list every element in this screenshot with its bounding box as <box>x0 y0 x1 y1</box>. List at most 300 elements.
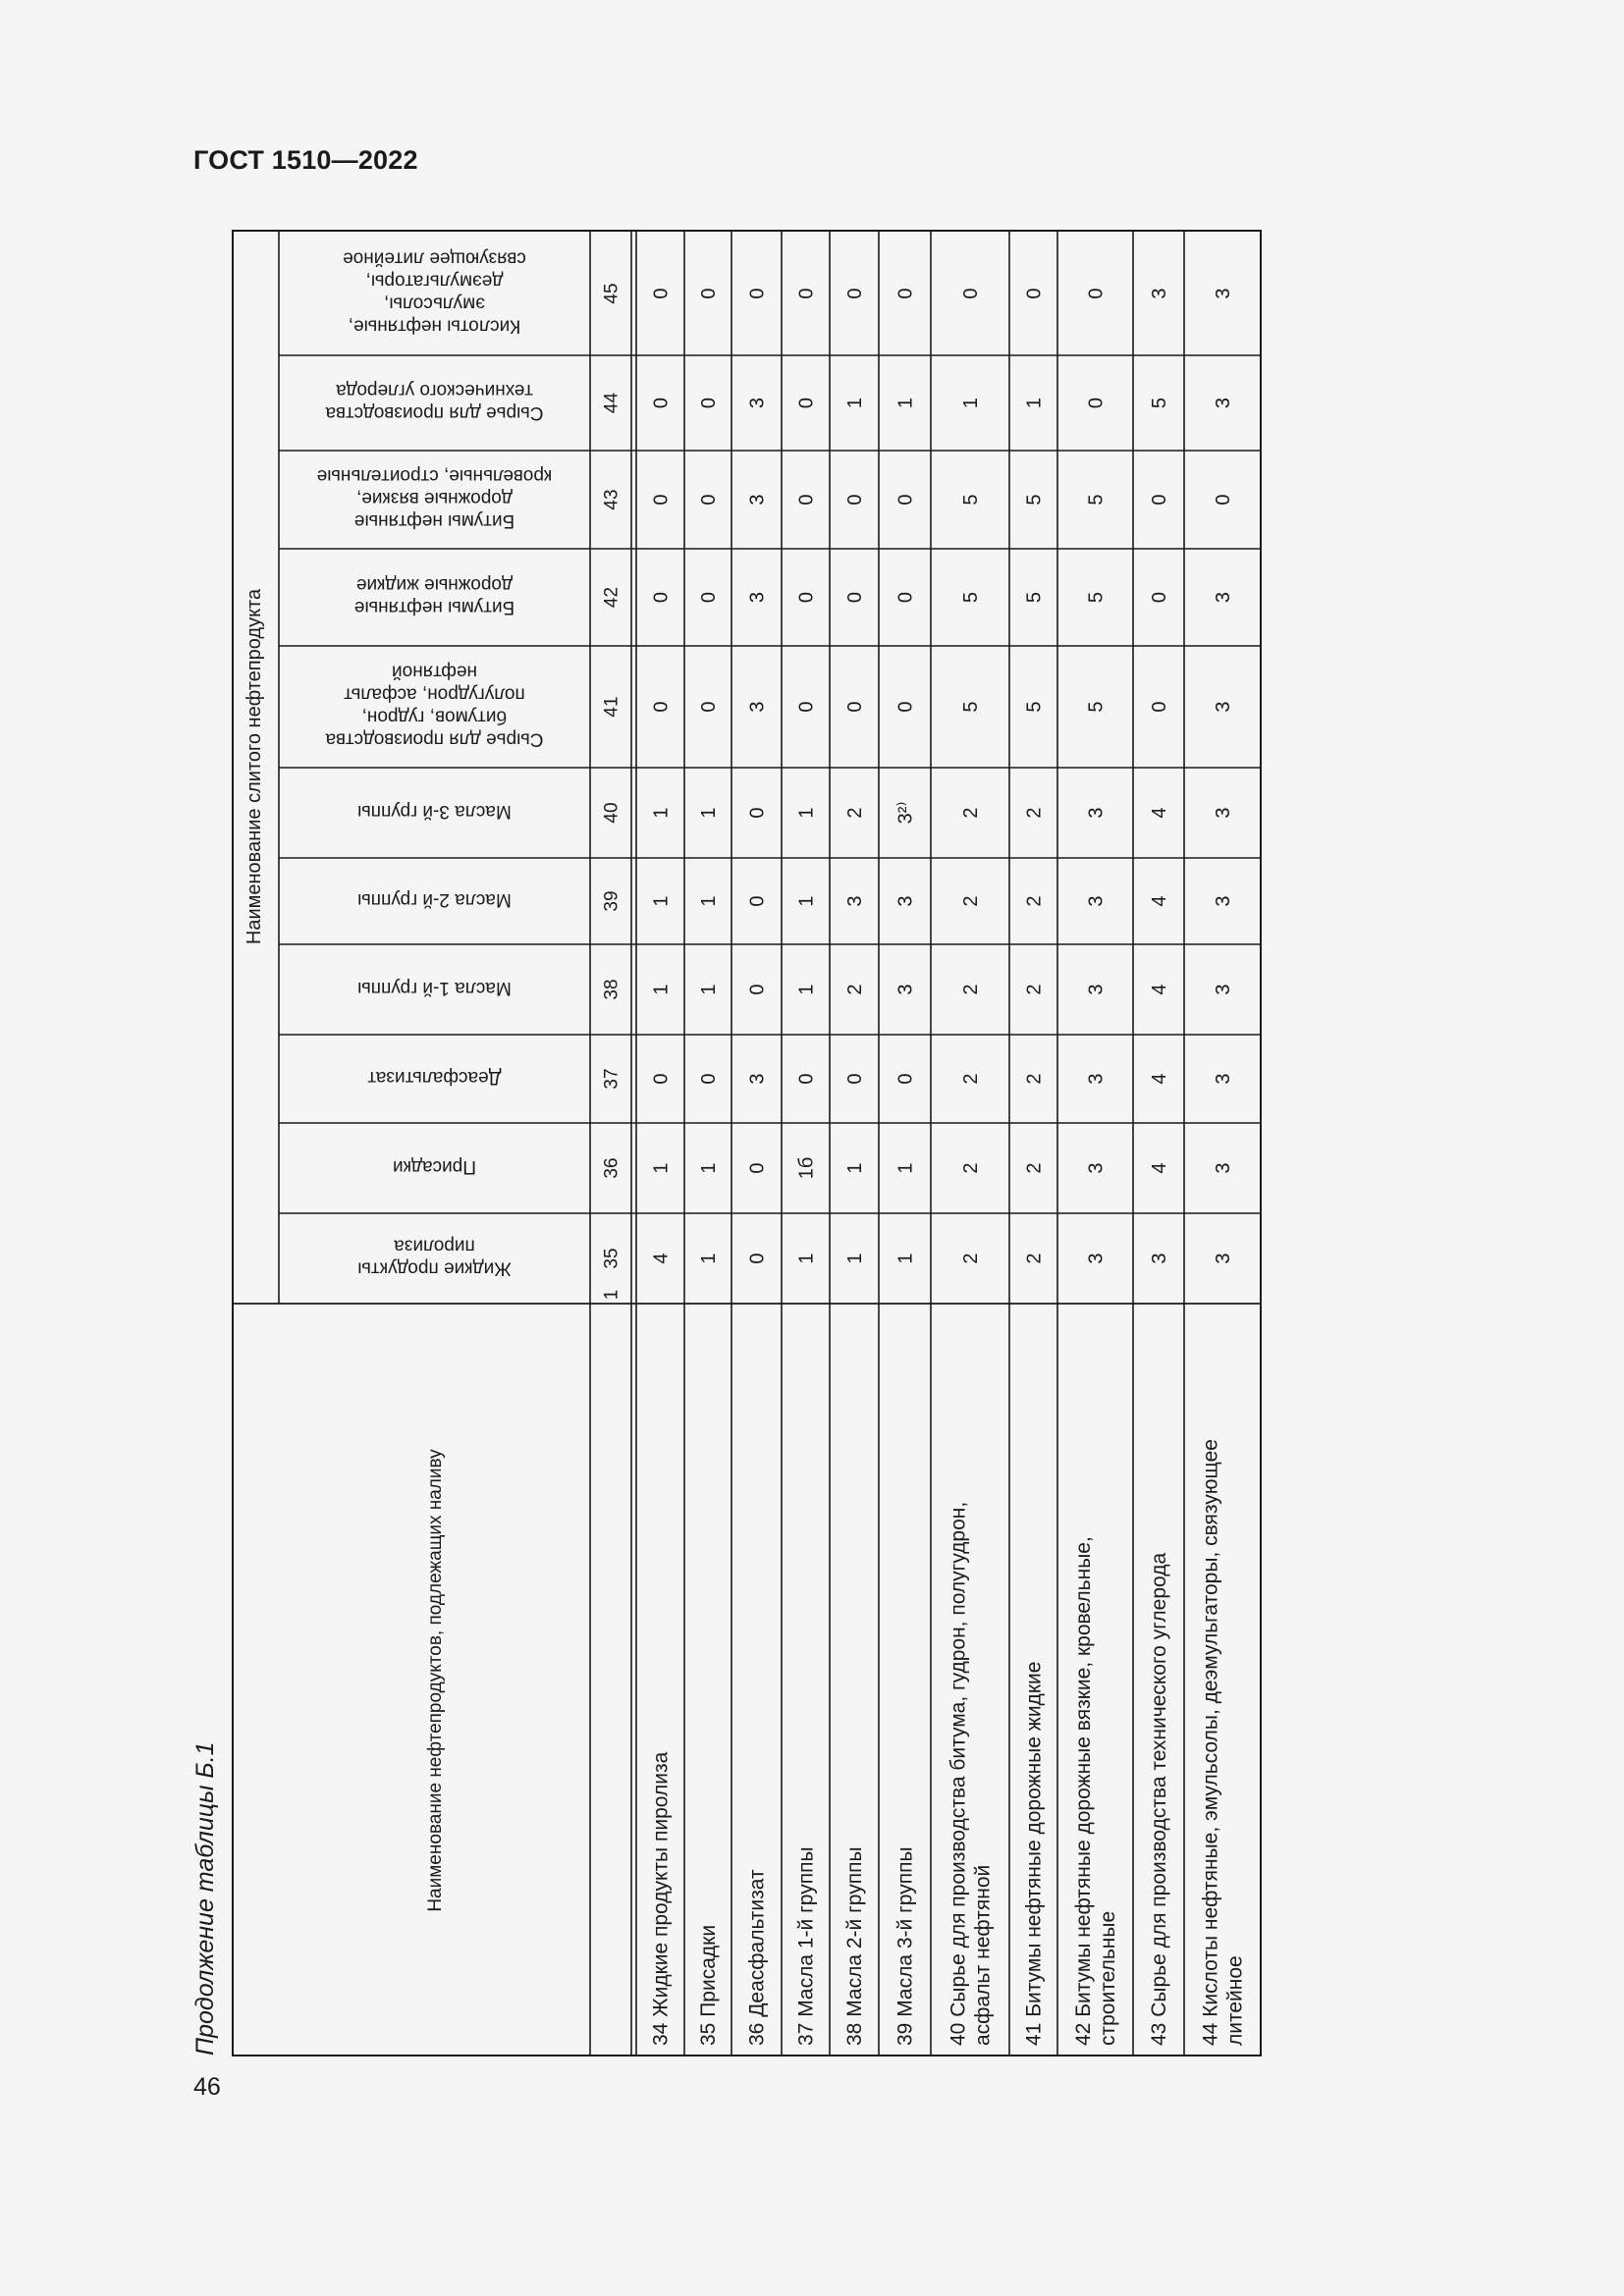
table-cell-value <box>1213 592 1234 603</box>
table-cell-value <box>844 1073 866 1084</box>
row-label <box>746 1869 769 2046</box>
table-cell-value <box>796 984 818 994</box>
table-cell-value <box>651 807 673 818</box>
table-cell-value <box>1213 494 1234 505</box>
cell-value: 2 <box>960 984 982 995</box>
table-cell-value <box>1086 592 1108 603</box>
cell-value: 0 <box>746 807 769 819</box>
table-cell-value <box>895 288 917 298</box>
cell-value: 0 <box>1023 288 1046 299</box>
table-cell-value <box>747 984 769 994</box>
row-label <box>1023 1662 1046 2046</box>
table-cell-value <box>747 895 769 906</box>
cell-value: 0 <box>795 494 818 506</box>
table-grid <box>232 230 1263 2057</box>
table-cell-value <box>1213 398 1234 408</box>
cell-value: 0 <box>894 494 917 506</box>
table-cell-value <box>747 592 769 603</box>
table-cell-value <box>747 1253 769 1263</box>
table-cell-value <box>747 398 769 408</box>
table-cell-value <box>1213 807 1234 818</box>
table-cell-value <box>1213 984 1234 994</box>
cell-value: 0 <box>698 1073 720 1085</box>
table-cell-value <box>796 1253 818 1263</box>
column-header-line: Деасфальтизат <box>367 1067 502 1088</box>
table-cell-value <box>698 1073 720 1084</box>
row-label-line: 39 Масла 3-й группы <box>893 1846 917 2046</box>
cell-value: 0 <box>650 701 673 713</box>
column-header-line: Масла 3-й группы <box>357 801 512 822</box>
cell-value: 1 <box>650 984 673 995</box>
cell-value: 2 <box>844 984 866 995</box>
cell-value: 0 <box>746 1162 769 1174</box>
cell-value: 1 <box>650 1162 673 1174</box>
table-cell-value <box>651 701 673 712</box>
table-cell-value <box>1086 1253 1108 1263</box>
table-cell-value <box>796 701 818 712</box>
table-cell-value <box>1086 288 1108 298</box>
row-label-line: 37 Масла 1-й группы <box>794 1846 818 2046</box>
table-cell-value <box>1149 895 1170 906</box>
row-label-line: 44 Кислоты нефтяные, эмульсолы, деэмульгаторы, связующее <box>1199 1439 1222 2046</box>
cell-value: 5 <box>1085 701 1108 713</box>
row-header-number-line: 1 <box>601 1289 623 1301</box>
column-header-line: Жидкие продукты <box>357 1257 512 1279</box>
cell-value: 1б <box>795 1156 818 1180</box>
table-cell-value <box>651 895 673 906</box>
table-cell-value <box>1086 1073 1108 1084</box>
table-cell-value <box>1213 701 1234 712</box>
table-cell-value <box>747 807 769 818</box>
cell-value: 5 <box>960 591 982 604</box>
cell-value: 0 <box>746 1253 769 1264</box>
column-header-line: Кислоты нефтяные, <box>348 315 521 337</box>
table-cell-value <box>747 701 769 712</box>
cell-value: 2 <box>960 1253 982 1264</box>
cell-value: 2 <box>1023 1162 1046 1174</box>
cell-value: 1 <box>960 397 982 409</box>
table-cell-value <box>960 1073 982 1084</box>
column-number-37-line: 37 <box>601 1068 623 1090</box>
cell-value: 2 <box>960 807 982 819</box>
table-cell-value <box>1086 701 1108 712</box>
table-cell-value <box>698 807 720 818</box>
column-number-36 <box>602 1157 623 1178</box>
column-header-line: Присадки <box>393 1156 476 1177</box>
table-cell-value <box>796 1073 818 1084</box>
cell-value: 3 <box>894 895 917 907</box>
table-cell-value <box>698 398 720 408</box>
table-cell-value <box>1086 984 1108 994</box>
cell-value: 4 <box>1149 807 1170 819</box>
cell-value: 3 <box>1213 1162 1234 1174</box>
column-header-line: Сырье для производства <box>325 402 544 423</box>
cell-value: 0 <box>795 701 818 713</box>
table-cell-value <box>960 1253 982 1263</box>
cell-value: 0 <box>960 288 982 299</box>
row-label-line: 36 Деасфальтизат <box>745 1869 769 2046</box>
column-header-line: связующее литейное <box>343 247 526 269</box>
cell-value: 0 <box>795 397 818 409</box>
table-cell-value <box>796 288 818 298</box>
cell-value: 0 <box>795 288 818 299</box>
cell-value: 3 <box>1085 1162 1108 1174</box>
table-cell-value <box>1086 895 1108 906</box>
table-cell-value <box>698 1253 720 1263</box>
row-header-line: Наименование нефтепродуктов, подлежащих наливу <box>425 1449 447 1912</box>
row-label <box>843 1846 866 2046</box>
table-cell-value <box>651 288 673 298</box>
table-cell-value <box>1024 288 1046 298</box>
column-number-35-line: 35 <box>601 1248 623 1269</box>
cell-value: 0 <box>650 494 673 506</box>
cell-value: 3 <box>844 895 866 907</box>
cell-value: 1 <box>844 397 866 409</box>
cell-value: 5 <box>1023 591 1046 604</box>
table-cell-value <box>895 1253 917 1263</box>
cell-value: 5 <box>1085 494 1108 506</box>
table-cell-value <box>1086 1162 1108 1173</box>
table-cell-value <box>844 1162 866 1173</box>
table-cell-value <box>895 1162 917 1173</box>
table-cell-value <box>960 494 982 505</box>
table-cell-value <box>651 1162 673 1173</box>
column-number-42-line: 42 <box>601 586 623 609</box>
cell-value: 0 <box>698 494 720 506</box>
cell-value: 0 <box>894 1073 917 1085</box>
table-cell-value <box>1024 592 1046 603</box>
column-number-44-line: 44 <box>601 392 623 414</box>
cell-value: 3 <box>1213 895 1234 907</box>
cell-value: 4 <box>1149 895 1170 907</box>
table-cell-value <box>1213 1253 1234 1263</box>
row-label-line: 38 Масла 2-й группы <box>843 1846 866 2046</box>
table-cell-value <box>844 807 866 818</box>
row-label <box>1200 1439 1247 2046</box>
table-cell-value <box>844 398 866 408</box>
table-cell-value <box>960 398 982 408</box>
column-header-line: битумов, гудрон, <box>361 706 508 727</box>
cell-value: 0 <box>894 701 917 713</box>
column-header-line: деэмульгаторы, <box>365 270 504 292</box>
table-cell-value <box>895 701 917 712</box>
cell-value: 1 <box>844 1253 866 1264</box>
cell-value: 2 <box>1023 1073 1046 1085</box>
table-cell-value <box>895 398 917 408</box>
cell-value: 0 <box>1149 701 1170 713</box>
column-header-41 <box>325 662 543 750</box>
column-header-45 <box>343 248 526 337</box>
cell-value: 3 <box>746 1073 769 1085</box>
table-cell-value <box>1149 288 1170 298</box>
cell-value: 2 <box>1023 807 1046 819</box>
column-number-38-line: 38 <box>601 979 623 1000</box>
table-cell-value <box>1149 1073 1170 1084</box>
table-cell-value <box>1149 592 1170 603</box>
table-cell-value <box>698 701 720 712</box>
table-cell-value <box>796 494 818 505</box>
cell-value: 0 <box>844 701 866 713</box>
cell-value: 5 <box>1023 701 1046 713</box>
cell-value: 0 <box>894 288 917 299</box>
column-header-line: Масла 1-й группы <box>357 978 512 998</box>
column-number-40 <box>602 802 623 823</box>
cell-value: 2 <box>1023 895 1046 907</box>
cell-value: 0 <box>1149 494 1170 506</box>
cell-value: 1 <box>894 1253 917 1264</box>
cell-value: 0 <box>844 494 866 506</box>
cell-value: 5 <box>960 494 982 506</box>
column-header-40 <box>357 801 512 822</box>
table-cell-value <box>1024 807 1046 818</box>
table-cell-value <box>1024 895 1046 906</box>
cell-value: 2 <box>960 1162 982 1174</box>
cell-value: 0 <box>746 984 769 995</box>
row-header-number <box>602 1290 623 1301</box>
table-cell-value <box>960 895 982 906</box>
table-cell-value <box>698 1162 720 1173</box>
column-number-42 <box>602 587 623 608</box>
cell-value: 3 <box>1085 807 1108 819</box>
table-cell-value <box>895 802 917 825</box>
cell-value: 1 <box>698 807 720 819</box>
column-header-line: Сырье для производства <box>325 728 544 750</box>
column-header-line: полугудрон, асфальт <box>344 683 525 705</box>
cell-value: 2 <box>960 895 982 907</box>
cell-value: 1 <box>894 397 917 409</box>
column-number-43 <box>602 489 623 509</box>
table-cell-value <box>651 984 673 994</box>
table-cell-value <box>844 701 866 712</box>
table-cell-value <box>895 984 917 994</box>
cell-value: 3 <box>1213 807 1234 819</box>
table-cell-value <box>1024 984 1046 994</box>
column-header-37 <box>367 1067 501 1088</box>
cell-value: 0 <box>894 591 917 604</box>
cell-value: 0 <box>698 701 720 713</box>
cell-value: 0 <box>698 288 720 299</box>
cell-value: 3 <box>1213 397 1234 409</box>
row-label-line: 35 Присадки <box>697 1924 720 2046</box>
table-cell-value <box>1213 288 1234 298</box>
cell-value: 3 <box>1085 895 1108 907</box>
column-header-line: кровельные, строительные <box>316 465 553 486</box>
column-header-line: Битумы нефтяные <box>353 597 515 617</box>
table-cell-value <box>844 592 866 603</box>
row-label <box>697 1925 720 2046</box>
column-header-35 <box>357 1236 512 1279</box>
row-label-line: 43 Сырье для производства технического углерода <box>1148 1552 1170 2046</box>
cell-value: 1 <box>698 895 720 907</box>
table-cell-value <box>651 1073 673 1084</box>
cell-value: 0 <box>698 397 720 409</box>
cell-value: 1 <box>795 807 818 819</box>
cell-value: 0 <box>795 591 818 604</box>
cell-value: 0 <box>746 288 769 299</box>
row-label <box>894 1846 917 2046</box>
cell-value: 3 <box>1085 1073 1108 1085</box>
cell-value: 0 <box>844 591 866 604</box>
cell-value: 4 <box>1149 984 1170 995</box>
table-cell-value <box>1149 1162 1170 1173</box>
table-cell-value <box>796 895 818 906</box>
row-label-line: 41 Битумы нефтяные дорожные жидкие <box>1022 1661 1046 2046</box>
cell-value: 3 <box>746 591 769 604</box>
table-cell-value <box>1024 494 1046 505</box>
table-cell-value <box>1213 1073 1234 1084</box>
column-number-45-line: 45 <box>601 283 623 304</box>
row-label <box>795 1846 818 2046</box>
table-cell-value <box>895 895 917 906</box>
table-cell-value <box>844 288 866 298</box>
table-cell-value <box>698 494 720 505</box>
cell-value: 3 <box>1213 984 1234 995</box>
table-cell-value <box>747 1073 769 1084</box>
table-cell-value <box>651 494 673 505</box>
column-number-36-line: 36 <box>601 1157 623 1179</box>
table-cell-value <box>844 984 866 994</box>
table-cell-value <box>1149 1253 1170 1263</box>
cell-value: 0 <box>1149 591 1170 604</box>
column-number-45 <box>602 283 623 303</box>
row-label <box>1148 1553 1170 2046</box>
table-cell-value <box>895 494 917 505</box>
cell-value: 3 <box>746 397 769 409</box>
table-cell-value <box>1213 895 1234 906</box>
cell-value: 4 <box>650 1253 673 1264</box>
cell-value: 3²⁾ <box>894 801 917 825</box>
table-cell-value <box>960 592 982 603</box>
table-cell-value <box>1086 494 1108 505</box>
cell-value: 1 <box>894 1162 917 1174</box>
cell-value: 2 <box>844 807 866 819</box>
table-cell-value <box>651 592 673 603</box>
cell-value: 3 <box>894 984 917 995</box>
cell-value: 0 <box>650 288 673 299</box>
cell-value: 1 <box>698 1253 720 1264</box>
cell-value: 1 <box>698 1162 720 1174</box>
row-label-line: 34 Жидкие продукты пиролиза <box>649 1751 673 2046</box>
cell-value: 3 <box>1213 288 1234 299</box>
column-header-line: дорожные жидкие <box>355 574 514 595</box>
page-number: 46 <box>193 2073 221 2101</box>
cell-value: 3 <box>746 494 769 506</box>
cell-value: 0 <box>746 895 769 907</box>
column-header-42 <box>354 574 514 617</box>
table-cell-value <box>1024 1073 1046 1084</box>
table-cell-value <box>1213 1162 1234 1173</box>
column-header-line: Масла 2-й группы <box>357 889 512 910</box>
column-number-35 <box>602 1248 623 1268</box>
table-cell-value <box>844 1253 866 1263</box>
cell-value: 3 <box>1085 984 1108 995</box>
cell-value: 0 <box>1085 397 1108 409</box>
cell-value: 4 <box>1149 1073 1170 1085</box>
cell-value: 1 <box>795 1253 818 1264</box>
table-cell-value <box>796 807 818 818</box>
column-header-36 <box>393 1156 476 1177</box>
cell-value: 0 <box>1213 494 1234 506</box>
cell-value: 0 <box>1085 288 1108 299</box>
rotated-table <box>232 230 1263 2057</box>
table-cell-value <box>651 398 673 408</box>
column-header-44 <box>325 380 543 423</box>
table-cell-value <box>698 895 720 906</box>
table-cell-value <box>796 592 818 603</box>
column-header-line: пиролиза <box>394 1235 475 1256</box>
column-header-line: эмульсолы, <box>384 293 485 314</box>
cell-value: 2 <box>1023 1253 1046 1264</box>
column-header-38 <box>357 978 512 998</box>
cell-value: 1 <box>795 984 818 995</box>
cell-value: 3 <box>1149 1253 1170 1264</box>
cell-value: 3 <box>1213 591 1234 604</box>
row-header <box>425 1449 446 1912</box>
cell-value: 0 <box>650 397 673 409</box>
column-header-line: технического углерода <box>336 380 533 400</box>
row-label-line: литейное <box>1223 1955 1247 2046</box>
table-cell-value <box>747 1162 769 1173</box>
table-cell-value <box>844 895 866 906</box>
cell-value: 1 <box>650 895 673 907</box>
table-cell-value <box>895 1073 917 1084</box>
table-cell-value <box>1024 701 1046 712</box>
table-caption: Продолжение таблицы Б.1 <box>191 1741 219 2056</box>
cell-value: 5 <box>1023 494 1046 506</box>
column-header-line: Битумы нефтяные <box>353 510 515 531</box>
cell-value: 1 <box>698 984 720 995</box>
column-number-43-line: 43 <box>601 489 623 510</box>
table-cell-value <box>960 288 982 298</box>
table-cell-value <box>960 807 982 818</box>
row-label-line: 40 Сырье для производства битума, гудрон, полугудрон, <box>947 1501 970 2046</box>
table-cell-value <box>651 1253 673 1263</box>
cell-value: 3 <box>1085 1253 1108 1264</box>
row-label <box>1072 1536 1119 2046</box>
group-header <box>244 588 265 944</box>
cell-value: 0 <box>795 1073 818 1085</box>
table-cell-value <box>960 1162 982 1173</box>
row-label-line: асфальт нефтяной <box>971 1864 995 2046</box>
cell-value: 2 <box>960 1073 982 1085</box>
cell-value: 5 <box>960 701 982 713</box>
cell-value: 0 <box>844 288 866 299</box>
cell-value: 0 <box>650 591 673 604</box>
table-cell-value <box>1024 1162 1046 1173</box>
row-label <box>947 1502 995 2046</box>
table-cell-value <box>960 701 982 712</box>
cell-value: 3 <box>746 701 769 713</box>
table-cell-value <box>1086 807 1108 818</box>
row-label <box>650 1751 673 2046</box>
cell-value: 3 <box>1213 1073 1234 1085</box>
table-cell-value <box>698 592 720 603</box>
cell-value: 1 <box>650 807 673 819</box>
column-number-40-line: 40 <box>601 802 623 824</box>
cell-value: 1 <box>844 1162 866 1174</box>
table-cell-value <box>1086 398 1108 408</box>
column-header-39 <box>357 889 512 910</box>
cell-value: 4 <box>1149 1162 1170 1174</box>
column-number-39-line: 39 <box>601 890 623 912</box>
group-header-line: Наименование слитого нефтепродукта <box>244 588 265 945</box>
cell-value: 0 <box>844 1073 866 1085</box>
row-label-line: 42 Битумы нефтяные дорожные вязкие, кровельные, <box>1072 1536 1095 2046</box>
cell-value: 3 <box>1213 1253 1234 1264</box>
cell-value: 1 <box>795 895 818 907</box>
table-cell-value <box>1024 398 1046 408</box>
table-cell-value <box>796 1157 818 1180</box>
